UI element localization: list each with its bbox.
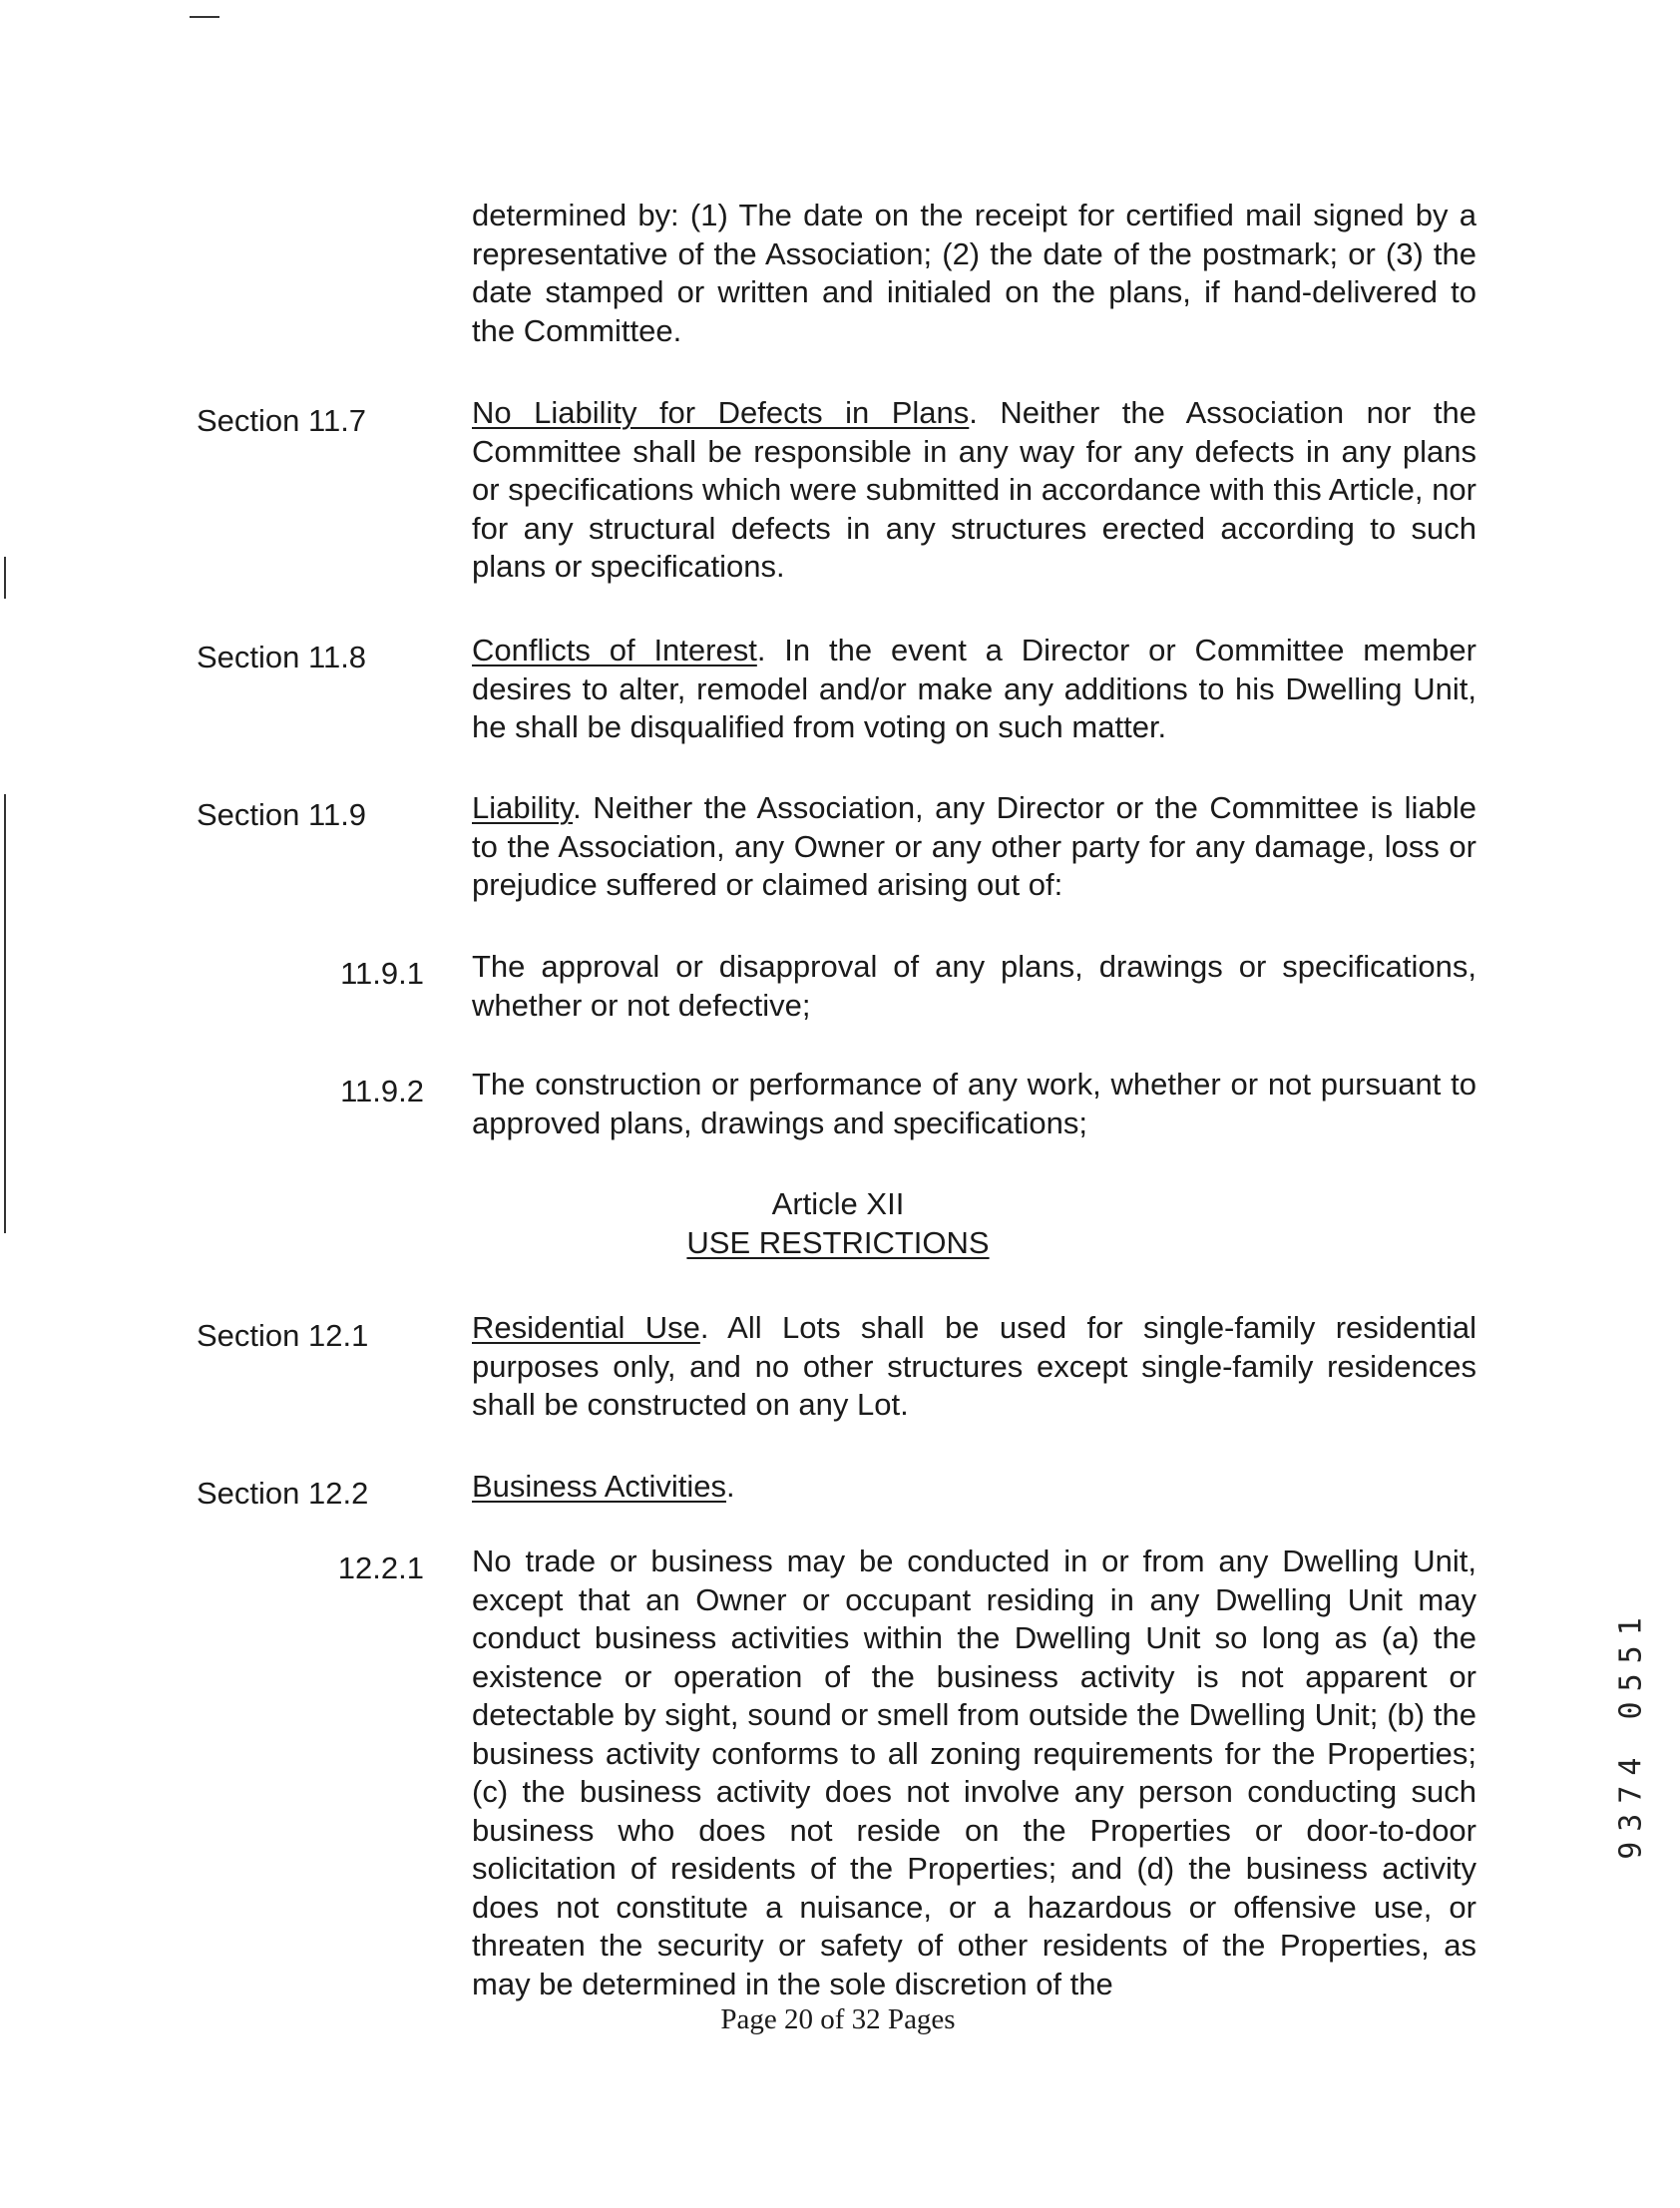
section-title: Residential Use — [472, 1310, 700, 1345]
recording-stamp — [1606, 1576, 1656, 1906]
section-label: Section 11.8 — [197, 640, 367, 674]
section-label: Section 11.7 — [197, 403, 367, 438]
subsection-label: 12.2.1 — [337, 1550, 424, 1585]
section-body: . In the event a Director or Committee member desires to alter, remodel and/or make any additions to his Dwelling Unit, he shall be disqualified from voting on such matter. — [472, 633, 1476, 744]
section-11-7-paragraph — [472, 394, 1476, 587]
scan-mark — [4, 557, 6, 599]
intro-paragraph — [472, 197, 1476, 350]
subsection-text: The construction or performance of any work, whether or not pursuant to approved plans, drawings and specifications; — [472, 1067, 1476, 1140]
scan-mark — [4, 794, 6, 1233]
subsection-paragraph — [472, 1066, 1476, 1142]
subsection-label: 11.9.1 — [340, 956, 424, 991]
section-label: Section 11.9 — [197, 797, 367, 832]
article-title: USE RESTRICTIONS — [686, 1225, 990, 1260]
section-12-1-paragraph — [472, 1309, 1476, 1425]
section-11-9-paragraph — [472, 789, 1476, 905]
section-11-8-paragraph — [472, 632, 1476, 747]
subsection-paragraph — [472, 1543, 1476, 2003]
subsection-text: The approval or disapproval of any plans, drawings or specifications, whether or not defective; — [472, 949, 1476, 1023]
section-title: Liability — [472, 790, 574, 825]
section-title: No Liability for Defects in Plans — [472, 395, 970, 430]
article-number: Article XII — [771, 1186, 905, 1221]
recording-code: 9374 0551 — [1613, 1607, 1649, 1860]
scan-mark — [190, 16, 219, 18]
section-body: . — [726, 1469, 735, 1504]
page-footer: Page 20 of 32 Pages — [720, 2003, 956, 2035]
section-body: . Neither the Association nor the Committee shall be responsible in any way for any defects in any plans or specifications which were submitted in accordance with this Article, nor for any structural defects in any structures erected according to such plans or specifications. — [472, 395, 1476, 584]
section-body: . Neither the Association, any Director or the Committee is liable to the Association, any Owner or any other party for any damage, loss or prejudice suffered or claimed arising out of: — [472, 790, 1476, 902]
intro-text: determined by: (1) The date on the receipt for certified mail signed by a representative of the Association; (2) the date of the postmark; or (3) the date stamped or written and initialed on the plans, if hand-delivered to the Committee. — [472, 198, 1476, 348]
subsection-paragraph — [472, 948, 1476, 1025]
section-12-2-paragraph — [472, 1468, 1476, 1507]
section-title: Conflicts of Interest — [472, 633, 757, 667]
section-title: Business Activities — [472, 1469, 726, 1504]
subsection-text: No trade or business may be conducted in or from any Dwelling Unit, except that an Owner or occupant residing in any Dwelling Unit may conduct business activities within the Dwelling Unit so long as (a) the existence or operation of the business activity is not apparent or detectable by sight, sound or smell from outside the Dwelling Unit; (b) the business activity conforms to all zoning requirements for the Properties; (c) the business activity does not involve any person conducting such business who does not reside on the Properties or door-to-door solicitation of residents of the Properties; and (d) the business activity does not constitute a nuisance, or a hazardous or offensive use, or threaten the security or safety of other residents of the Properties, as may be determined in the sole discretion of the — [472, 1544, 1476, 2001]
subsection-label: 11.9.2 — [340, 1074, 424, 1108]
section-label: Section 12.2 — [197, 1476, 369, 1511]
section-label: Section 12.1 — [197, 1318, 369, 1353]
section-body: . All Lots shall be used for single-family residential purposes only, and no other structures except single-family residences shall be constructed on any Lot. — [472, 1310, 1477, 1422]
